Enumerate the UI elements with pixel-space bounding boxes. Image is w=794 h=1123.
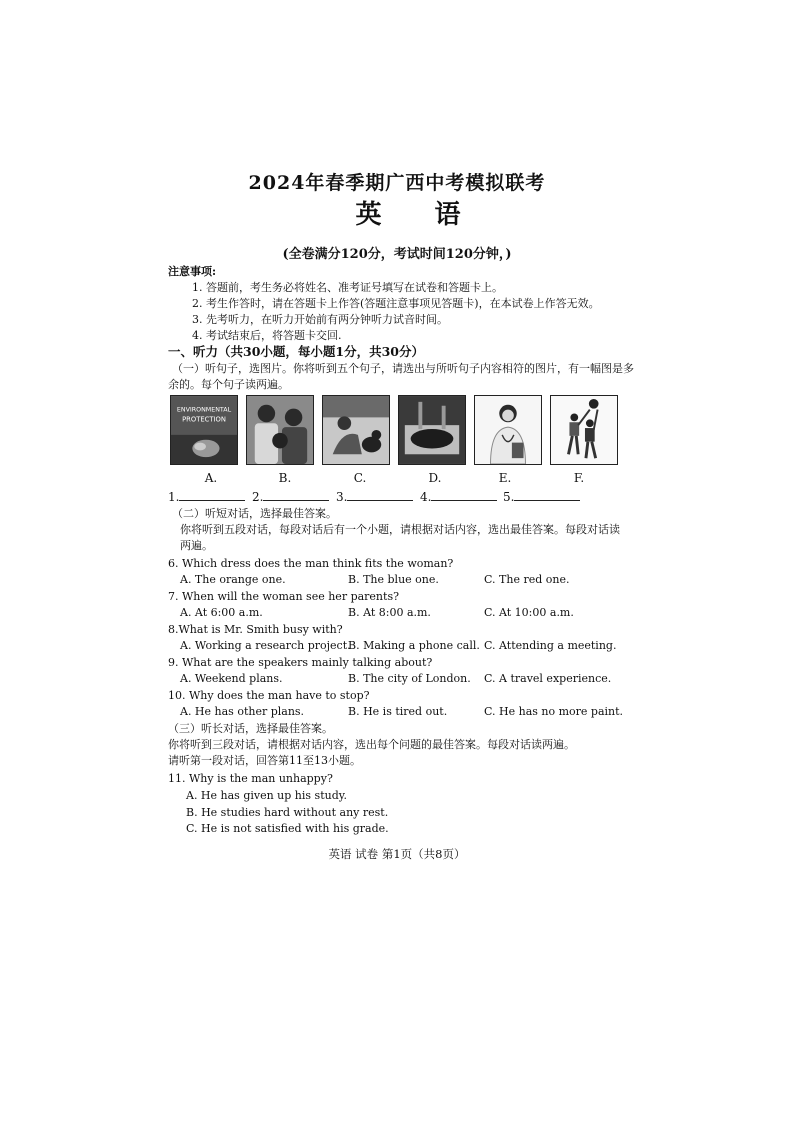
blank-number: 1. bbox=[168, 490, 180, 504]
answer-blank-4 bbox=[420, 490, 497, 504]
option-9a: A. Weekend plans. bbox=[180, 672, 283, 685]
notice-item: 2. 考生作答时，请在答题卡上作答(答题注意事项见答题卡)，在本试卷上作答无效。 bbox=[192, 297, 600, 310]
picture-b bbox=[246, 395, 314, 465]
question-6: 6. Which dress does the man think fits the woman? bbox=[168, 557, 454, 570]
option-7b: B. At 8:00 a.m. bbox=[348, 606, 431, 619]
exam-info: (全卷满分120分，考试时间120分钟，) bbox=[282, 247, 512, 262]
option-9b: B. The city of London. bbox=[348, 672, 471, 685]
part1-heading: （一）听句子，选图片。你将听到五个句子，请选出与所听句子内容相符的图片，有一幅图是多 bbox=[172, 362, 634, 375]
page-footer: 英语 试卷 第1页（共8页） bbox=[328, 847, 466, 861]
notice-heading: 注意事项: bbox=[168, 265, 217, 278]
blank-line bbox=[514, 490, 580, 501]
picture-label: B. bbox=[278, 471, 292, 485]
picture-e-image bbox=[475, 396, 541, 464]
picture-e bbox=[474, 395, 542, 465]
picture-a bbox=[170, 395, 238, 465]
option-10c: C. He has no more paint. bbox=[484, 705, 624, 718]
exam-title: 2024年春季期广西中考模拟联考 bbox=[248, 172, 546, 194]
picture-f bbox=[550, 395, 618, 465]
question-9: 9. What are the speakers mainly talking about? bbox=[168, 656, 433, 669]
answer-blank-1 bbox=[168, 490, 245, 504]
picture-c-image bbox=[323, 396, 389, 464]
picture-b-image bbox=[247, 396, 313, 464]
option-7c: C. At 10:00 a.m. bbox=[484, 606, 574, 619]
picture-a-text-2: PROTECTION bbox=[182, 415, 226, 424]
notice-item: 3. 先考听力，在听力开始前有两分钟听力试音时间。 bbox=[192, 313, 448, 326]
option-9c: C. A travel experience. bbox=[484, 672, 612, 685]
option-8a: A. Working a research project. bbox=[180, 639, 351, 652]
answer-blank-3 bbox=[336, 490, 413, 504]
picture-c bbox=[322, 395, 390, 465]
part3-intro: 你将听到三段对话，请根据对话内容，选出每个问题的最佳答案。每段对话读两遍。 bbox=[168, 738, 575, 751]
option-8b: B. Making a phone call. bbox=[348, 639, 480, 652]
answer-blank-2 bbox=[252, 490, 329, 504]
blank-line bbox=[179, 490, 245, 501]
section-heading: 一、听力（共30小题，每小题1分，共30分） bbox=[168, 344, 424, 359]
picture-label: E. bbox=[498, 471, 512, 485]
picture-a-text-1: ENVIRONMENTAL bbox=[176, 406, 232, 414]
option-11c: C. He is not satisfied with his grade. bbox=[186, 822, 389, 835]
option-7a: A. At 6:00 a.m. bbox=[180, 606, 263, 619]
question-7: 7. When will the woman see her parents? bbox=[168, 590, 399, 603]
option-10a: A. He has other plans. bbox=[180, 705, 305, 718]
question-10: 10. Why does the man have to stop? bbox=[168, 689, 370, 702]
blank-line bbox=[431, 490, 497, 501]
part2-intro-cont: 两遍。 bbox=[180, 539, 213, 552]
option-11b: B. He studies hard without any rest. bbox=[186, 806, 389, 819]
question-11: 11. Why is the man unhappy? bbox=[168, 772, 333, 785]
blank-line bbox=[347, 490, 413, 501]
part3-heading: （三）听长对话，选择最佳答案。 bbox=[168, 722, 333, 735]
picture-label: D. bbox=[428, 471, 442, 485]
picture-label: C. bbox=[353, 471, 367, 485]
blank-number: 2. bbox=[252, 490, 264, 504]
picture-a-image bbox=[171, 396, 237, 464]
option-6c: C. The red one. bbox=[484, 573, 570, 586]
part2-heading: （二）听短对话，选择最佳答案。 bbox=[172, 507, 337, 520]
picture-label: A. bbox=[204, 471, 218, 485]
option-6b: B. The blue one. bbox=[348, 573, 439, 586]
option-8c: C. Attending a meeting. bbox=[484, 639, 617, 652]
part2-intro: 你将听到五段对话，每段对话后有一个小题，请根据对话内容，选出最佳答案。每段对话读 bbox=[180, 523, 620, 536]
part3-sub-intro: 请听第一段对话，回答第11至13小题。 bbox=[168, 754, 361, 767]
exam-subject: 英 语 bbox=[355, 200, 483, 230]
blank-number: 4. bbox=[420, 490, 432, 504]
picture-label: F. bbox=[573, 471, 585, 485]
option-10b: B. He is tired out. bbox=[348, 705, 448, 718]
blank-number: 3. bbox=[336, 490, 348, 504]
picture-d-image bbox=[399, 396, 465, 464]
notice-item: 1. 答题前，考生务必将姓名、准考证号填写在试卷和答题卡上。 bbox=[192, 281, 503, 294]
answer-blank-5 bbox=[503, 490, 580, 504]
picture-f-image bbox=[551, 396, 617, 464]
option-11a: A. He has given up his study. bbox=[186, 789, 347, 802]
blank-line bbox=[263, 490, 329, 501]
option-6a: A. The orange one. bbox=[180, 573, 286, 586]
question-8: 8.What is Mr. Smith busy with? bbox=[168, 623, 343, 636]
blank-number: 5. bbox=[503, 490, 515, 504]
picture-d bbox=[398, 395, 466, 465]
part1-heading-cont: 余的。每个句子读两遍。 bbox=[168, 378, 289, 391]
notice-item: 4. 考试结束后，将答题卡交回. bbox=[192, 329, 342, 342]
